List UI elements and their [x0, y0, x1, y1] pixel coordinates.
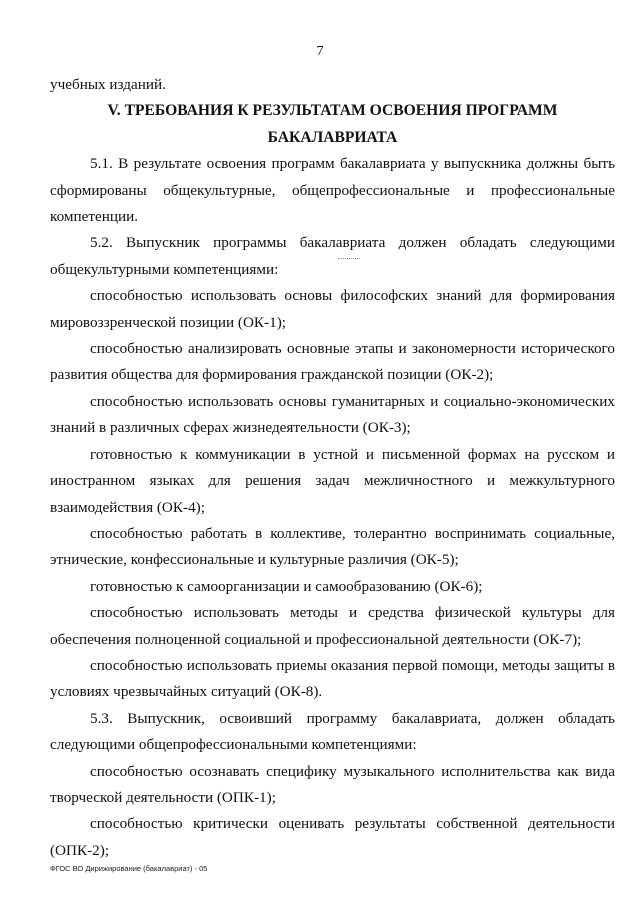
competency-ok-4: готовностью к коммуникации в устной и письменной формах на русском и иностранном языках для решения задач межличностного и межкультурного взаимодействия (ОК-4);: [50, 445, 615, 516]
competency-opk-1: способностью осознавать специфику музыкального исполнительства как вида творческой деятельности (ОПК-1);: [50, 762, 615, 806]
carryover-text: учебных изданий.: [50, 76, 166, 93]
paragraph-5-2: 5.2. Выпускник программы бакалавриата должен обладать следующими общекультурными компетенциями:: [50, 234, 615, 278]
page-footer: ФГОС ВО Дирижирование (бакалавриат) - 05: [50, 864, 208, 873]
competency-ok-3: способностью использовать основы гуманитарных и социально-экономических знаний в различных сферах жизнедеятельности (ОК-3);: [50, 392, 615, 437]
competency-ok-1: способностью использовать основы философских знаний для формирования мировоззренческой позиции (ОК-1);: [50, 287, 615, 331]
paragraph-5-3: 5.3. Выпускник, освоивший программу бакалавриата, должен обладать следующими общепрофессиональными компетенциями:: [50, 709, 615, 754]
competency-ok-5: способностью работать в коллективе, толерантно воспринимать социальные, этнические, конфессиональные и культурные различия (ОК-5);: [50, 524, 615, 569]
section-title: V. ТРЕБОВАНИЯ К РЕЗУЛЬТАТАМ ОСВОЕНИЯ ПРОГРАММ БАКАЛАВРИАТА: [107, 102, 558, 146]
paragraph-5-1: 5.1. В результате освоения программ бакалавриата у выпускника должны быть сформированы общекультурные, общепрофессиональные и профессиональные компетенции.: [50, 155, 615, 226]
competency-opk-2: способностью критически оценивать результаты собственной деятельности (ОПК-2);: [50, 815, 615, 859]
competency-ok-2: способностью анализировать основные этапы и закономерности исторического развития общества для формирования гражданской позиции (ОК-2);: [50, 340, 615, 384]
scan-artifact: [338, 258, 360, 260]
document-body: [50, 72, 615, 864]
competency-ok-6: готовностью к самоорганизации и самообразованию (ОК-6);: [90, 577, 483, 595]
page-number: 7: [316, 44, 324, 59]
competency-ok-7: способностью использовать методы и средства физической культуры для обеспечения полноценной социальной и профессиональной деятельности (ОК-7);: [50, 604, 615, 648]
competency-ok-8: способностью использовать приемы оказания первой помощи, методы защиты в условиях чрезвычайных ситуаций (ОК-8).: [50, 656, 615, 701]
